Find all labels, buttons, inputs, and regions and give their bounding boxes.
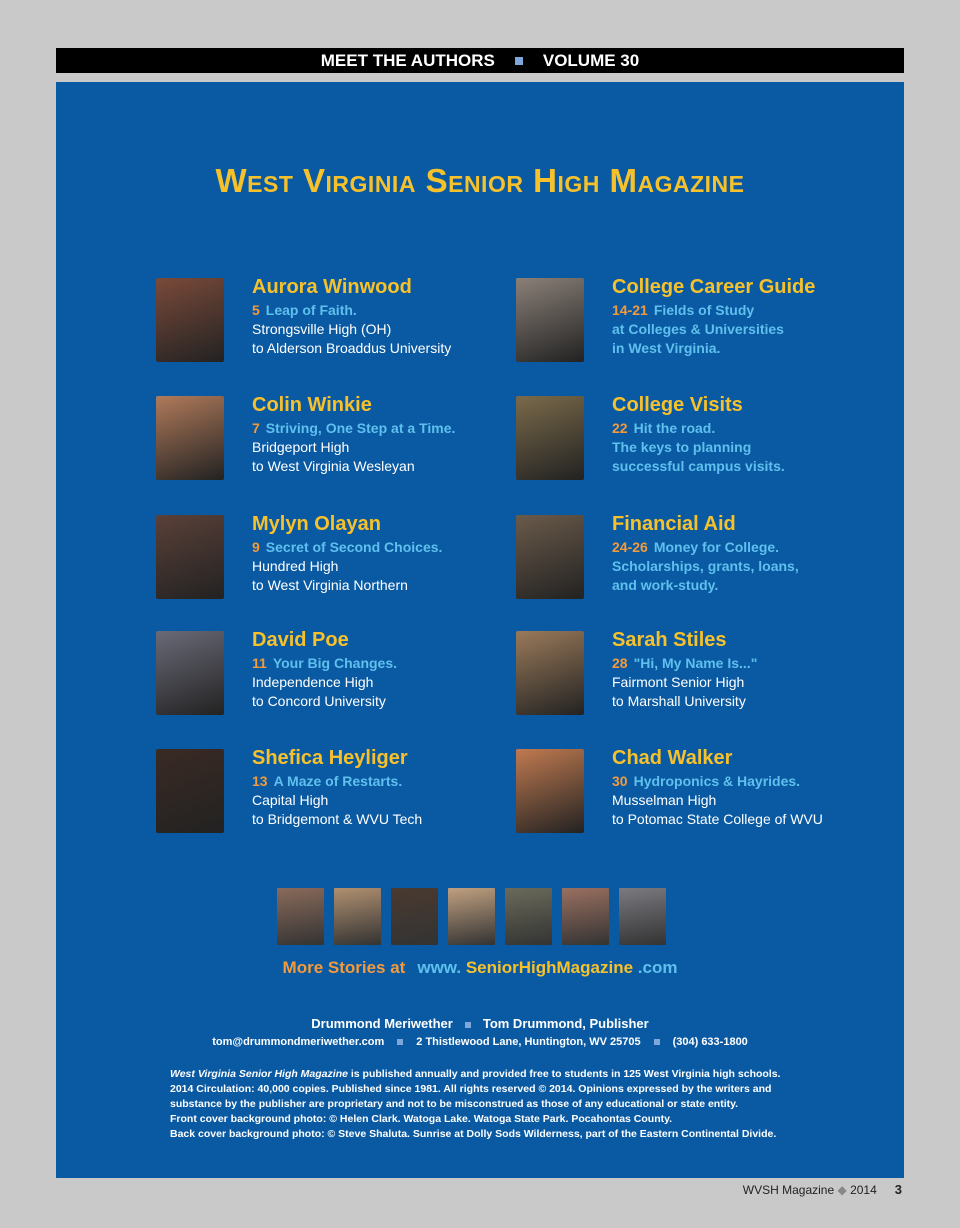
- content-panel: [56, 82, 904, 1178]
- school-line: Hundred High: [252, 558, 339, 574]
- contact-line: [56, 1036, 904, 1048]
- diamond-icon: ◆: [837, 1183, 847, 1197]
- college-line: to Concord University: [252, 693, 386, 709]
- thumbnail-photo: [562, 888, 609, 945]
- square-bullet-icon: [654, 1039, 660, 1045]
- portrait-photo: [156, 515, 224, 599]
- story-line: 14-21 Fields of Study: [612, 302, 755, 318]
- header-bar: [56, 48, 904, 73]
- square-bullet-icon: [465, 1022, 471, 1028]
- school-line: Musselman High: [612, 792, 717, 808]
- page-number: 30: [612, 773, 628, 789]
- portrait-photo: [516, 631, 584, 715]
- thumbnail-photo: [619, 888, 666, 945]
- page-number: 3: [894, 1182, 902, 1197]
- story-line: 22 Hit the road.: [612, 420, 716, 436]
- thumbnail-photo: [391, 888, 438, 945]
- magazine-title: West Virginia Senior High Magazine: [215, 162, 745, 199]
- feature-line: The keys to planning: [612, 439, 752, 455]
- page-number: 9: [252, 539, 260, 555]
- college-line: to West Virginia Northern: [252, 577, 408, 593]
- school-line: Capital High: [252, 792, 329, 808]
- author-name: Aurora Winwood: [252, 276, 412, 298]
- story-line: 11 Your Big Changes.: [252, 655, 398, 671]
- page-number: 7: [252, 420, 260, 436]
- author-name: Sarah Stiles: [612, 629, 727, 651]
- feature-line: in West Virginia.: [612, 340, 721, 356]
- college-line: to Alderson Broaddus University: [252, 340, 452, 356]
- portrait-photo: [516, 278, 584, 362]
- feature-name: Financial Aid: [612, 513, 736, 535]
- page-number: 13: [252, 773, 268, 789]
- portrait-photo: [156, 749, 224, 833]
- feature-line: successful campus visits.: [612, 458, 785, 474]
- college-line: to West Virginia Wesleyan: [252, 458, 415, 474]
- square-bullet-icon: [397, 1039, 403, 1045]
- page-number: 22: [612, 420, 628, 436]
- page-number: 5: [252, 302, 260, 318]
- school-line: Strongsville High (OH): [252, 321, 392, 337]
- page-number: 28: [612, 655, 628, 671]
- portrait-photo: [516, 515, 584, 599]
- portrait-photo: [516, 396, 584, 480]
- page-number: 24-26: [612, 539, 648, 555]
- feature-line: Scholarships, grants, loans,: [612, 558, 799, 574]
- story-line: 5 Leap of Faith.: [252, 302, 357, 318]
- story-line: 28 "Hi, My Name Is...": [612, 655, 758, 671]
- story-line: 9 Secret of Second Choices.: [252, 539, 443, 555]
- thumbnail-photo: [505, 888, 552, 945]
- portrait-photo: [156, 278, 224, 362]
- author-name: Chad Walker: [612, 747, 733, 769]
- email-link[interactable]: tom@drummondmeriwether.com: [212, 1036, 385, 1048]
- story-line: 24-26 Money for College.: [612, 539, 780, 555]
- square-bullet-icon: [515, 57, 523, 65]
- fine-print: West Virginia Senior High Magazine is published annually and provided free to students in 125 West Virginia high schools. 2014 Circulation: 40,000 copies. Published since 1981. All rights reserved © 2014. Opinions expressed by the writers and substance by the publisher are proprietary and not to be misconstrued as those of any educational or state entity. Front cover background photo: © Helen Clark. Watoga Lake. Watoga State Park. Pocahontas County. Back cover background photo: © Steve Shaluta. Sunrise at Dolly Sods Wilderness, part of the Eastern Continental Divide.: [170, 1068, 781, 1140]
- feature-name: College Career Guide: [612, 276, 816, 298]
- feature-line: and work-study.: [612, 577, 719, 593]
- author-name: Mylyn Olayan: [252, 513, 381, 535]
- author-photo-strip: [277, 888, 666, 945]
- thumbnail-photo: [334, 888, 381, 945]
- portrait-photo: [156, 631, 224, 715]
- school-line: Fairmont Senior High: [612, 674, 745, 690]
- author-name: David Poe: [252, 629, 349, 651]
- thumbnail-photo: [448, 888, 495, 945]
- feature-line: at Colleges & Universities: [612, 321, 784, 337]
- page-footer: WVSH Magazine ◆ 2014 3: [742, 1182, 902, 1197]
- college-line: to Marshall University: [612, 693, 746, 709]
- author-name: Colin Winkie: [252, 394, 372, 416]
- portrait-photo: [516, 749, 584, 833]
- college-line: to Bridgemont & WVU Tech: [252, 811, 423, 827]
- college-line: to Potomac State College of WVU: [612, 811, 823, 827]
- address: 2 Thistlewood Lane, Huntington, WV 25705: [416, 1036, 641, 1048]
- publisher-line: Drummond Meriwether Tom Drummond, Publisher: [311, 1016, 649, 1031]
- volume-label: VOLUME 30: [542, 50, 640, 70]
- author-name: Shefica Heyliger: [252, 747, 408, 769]
- feature-name: College Visits: [612, 394, 743, 416]
- portrait-photo: [156, 396, 224, 480]
- thumbnail-photo: [277, 888, 324, 945]
- story-line: 30 Hydroponics & Hayrides.: [612, 773, 801, 789]
- page-number: 14-21: [612, 302, 648, 318]
- phone: (304) 633-1800: [672, 1036, 748, 1048]
- story-line: 7 Striving, One Step at a Time.: [252, 420, 456, 436]
- school-line: Bridgeport High: [252, 439, 350, 455]
- story-line: 13 A Maze of Restarts.: [252, 773, 403, 789]
- school-line: Independence High: [252, 674, 374, 690]
- page-number: 11: [252, 655, 267, 671]
- section-label: MEET THE AUTHORS: [320, 50, 495, 70]
- more-stories-link[interactable]: More Stories at www. SeniorHighMagazine .com: [282, 958, 678, 977]
